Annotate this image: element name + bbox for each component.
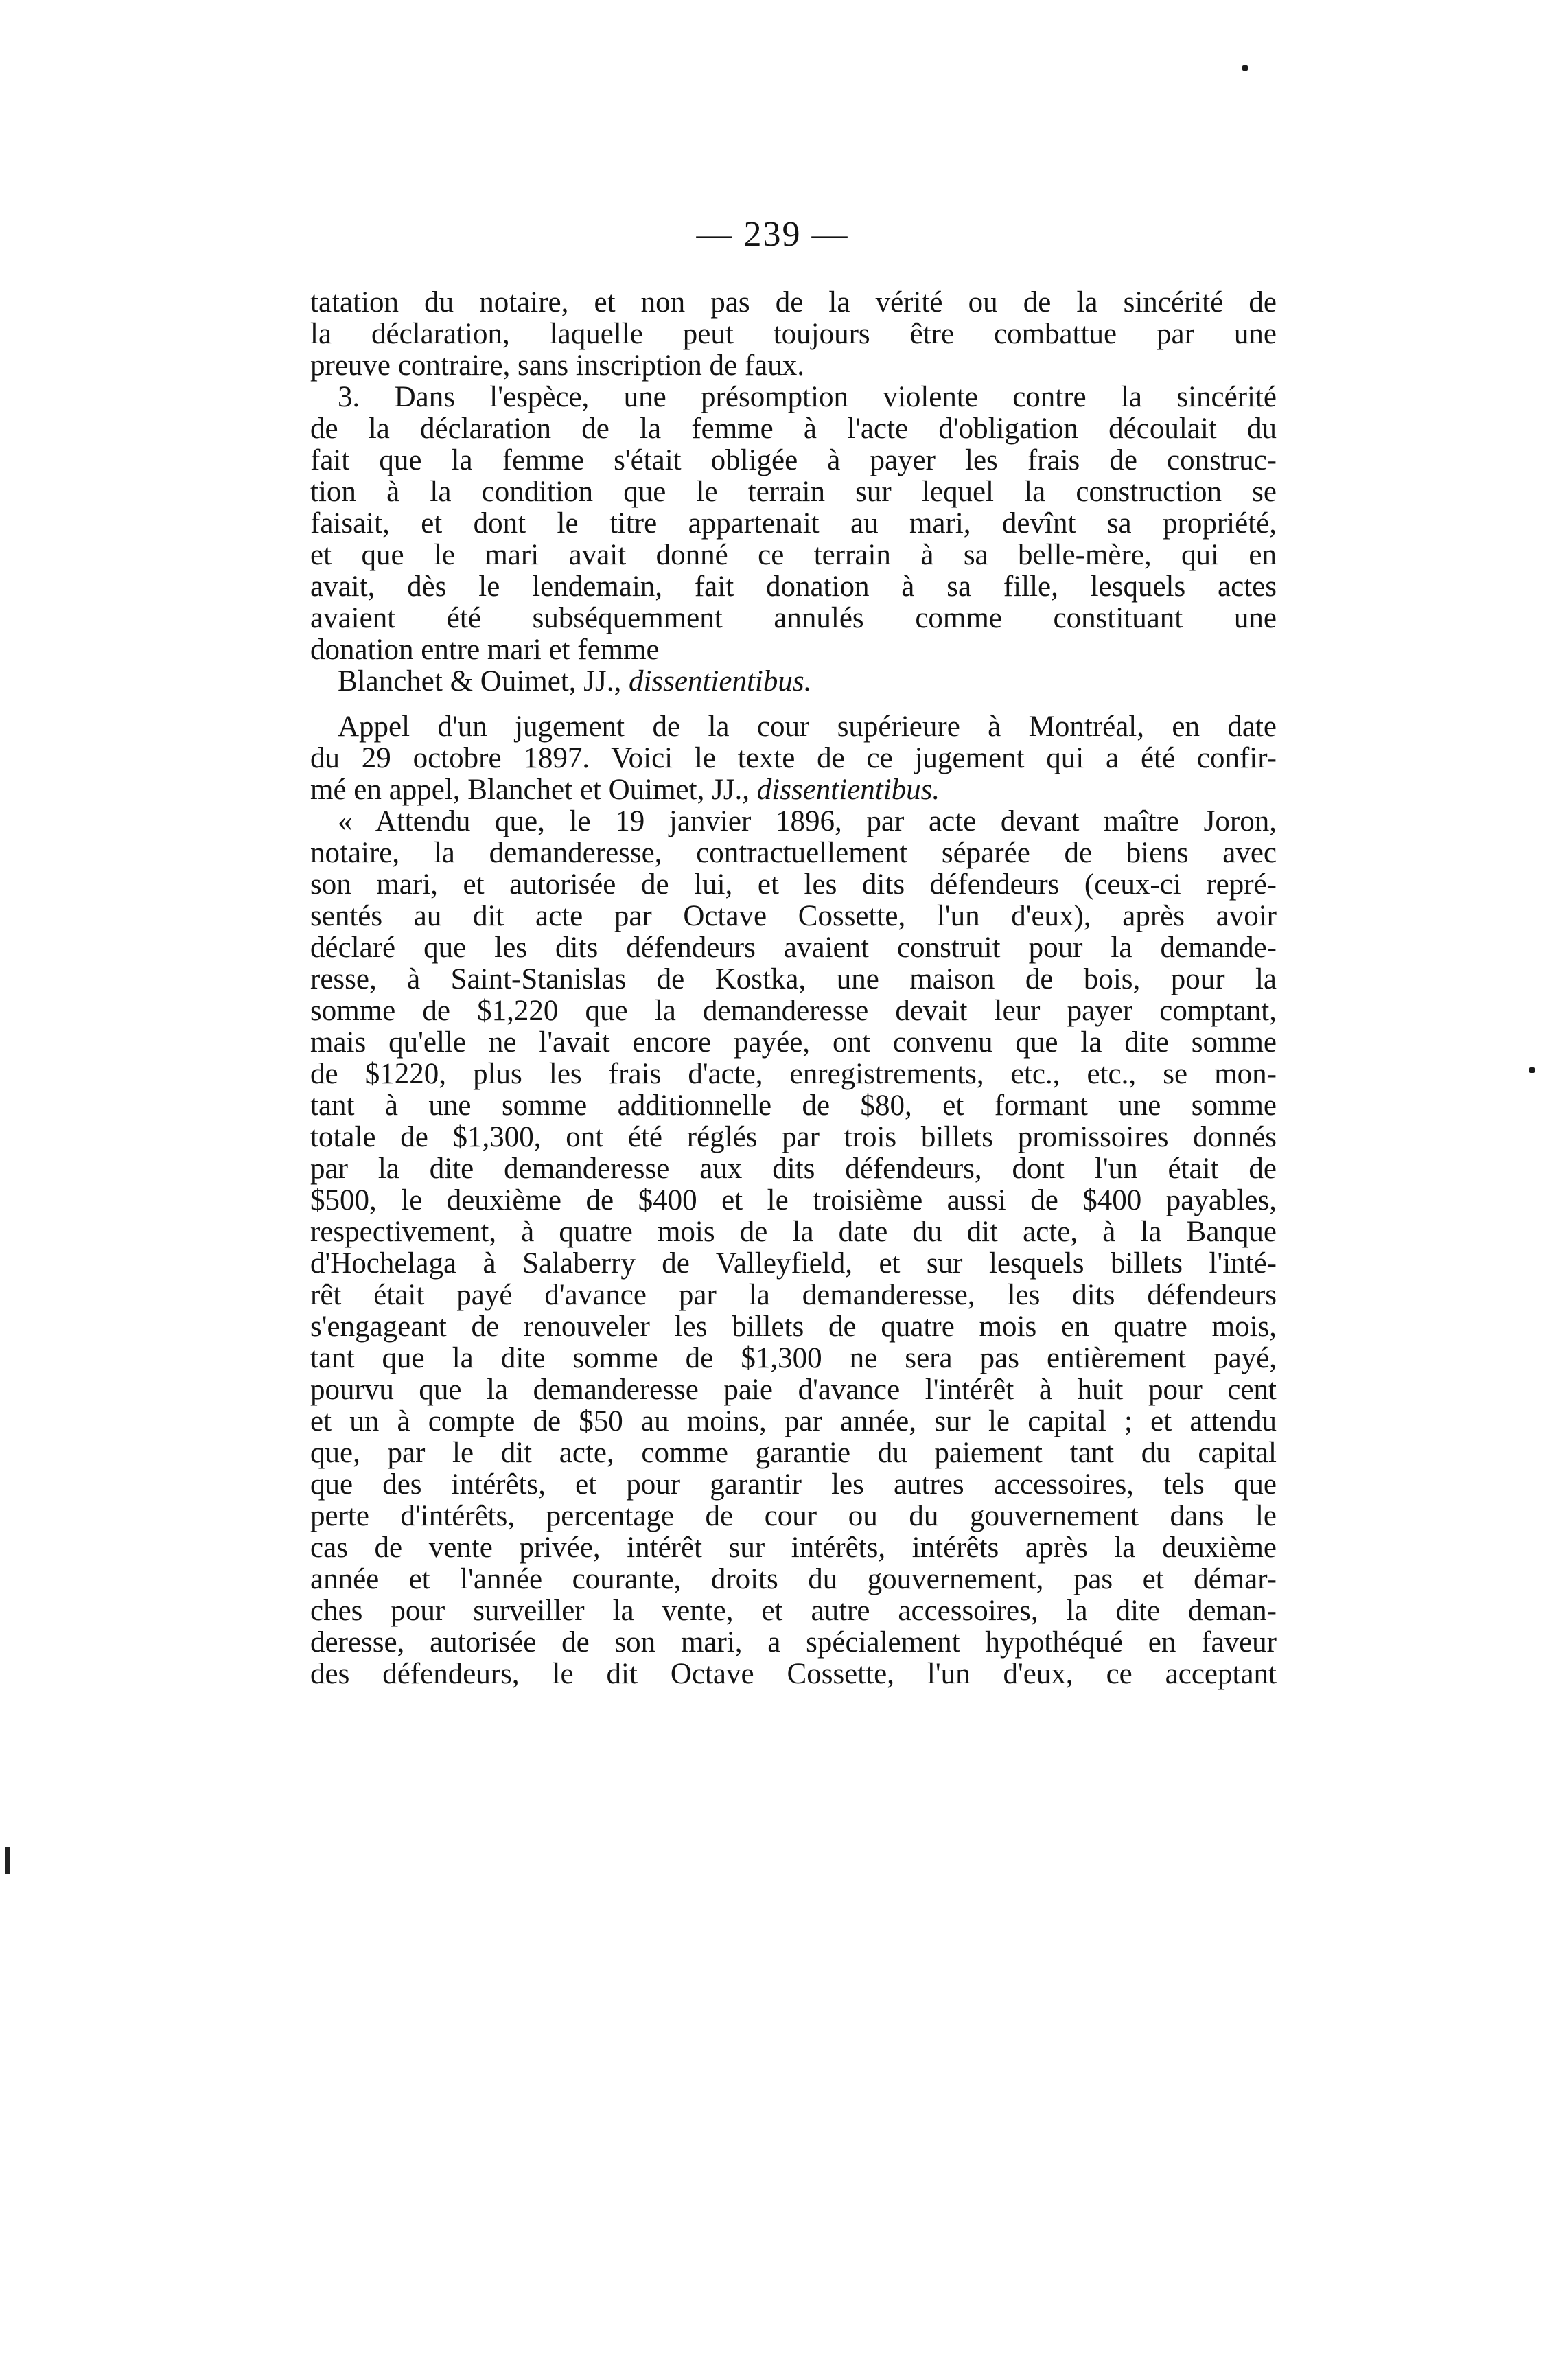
text-line: « Attendu que, le 19 janvier 1896, par acte devant maître Joron, [338, 806, 1277, 837]
text-line: rêt était payé d'avance par la demanderesse, les dits défendeurs [310, 1280, 1277, 1311]
text-line: deresse, autorisée de son mari, a spécialement hypothéqué en faveur [310, 1627, 1277, 1659]
text-line: que, par le dit acte, comme garantie du paiement tant du capital [310, 1437, 1277, 1469]
text-line: $500, le deuxième de $400 et le troisième aussi de $400 payables, [310, 1185, 1277, 1216]
text-line: notaire, la demanderesse, contractuellement séparée de biens avec [310, 837, 1277, 869]
text-line: son mari, et autorisée de lui, et les dits défendeurs (ceux-ci repré- [310, 869, 1277, 901]
text-line: de la déclaration de la femme à l'acte d'obligation découlait du [310, 413, 1277, 445]
text-line: déclaré que les dits défendeurs avaient construit pour la demande- [310, 932, 1277, 964]
text-line: preuve contraire, sans inscription de faux. [310, 350, 804, 382]
page-number: — 239 — [696, 215, 849, 254]
text-line: avaient été subséquemment annulés comme constituant une [310, 603, 1277, 634]
text-line: perte d'intérêts, percentage de cour ou du gouvernement dans le [310, 1501, 1277, 1532]
text-line: du 29 octobre 1897. Voici le texte de ce jugement qui a été confir- [310, 743, 1277, 774]
text-line: tant à une somme additionnelle de $80, et formant une somme [310, 1090, 1277, 1122]
text-line-roman: Blanchet & Ouimet, JJ., [338, 666, 629, 697]
text-line: faisait, et dont le titre appartenait au mari, devînt sa propriété, [310, 508, 1277, 540]
text-line: fait que la femme s'était obligée à payer les frais de construc- [310, 445, 1277, 476]
page-edge-mark [5, 1847, 10, 1874]
text-line: tion à la condition que le terrain sur lequel la construction se [310, 476, 1277, 508]
text-line: tant que la dite somme de $1,300 ne sera pas entièrement payé, [310, 1343, 1277, 1374]
text-line: et un à compte de $50 au moins, par année, sur le capital ; et attendu [310, 1406, 1277, 1437]
text-line-italic: dissentientibus. [628, 666, 812, 697]
text-line: 3. Dans l'espèce, une présomption violente contre la sincérité [338, 382, 1277, 413]
text-line [310, 666, 1277, 697]
text-line: des défendeurs, le dit Octave Cossette, l'un d'eux, ce acceptant [310, 1659, 1277, 1690]
text-line: d'Hochelaga à Salaberry de Valleyfield, et sur lesquels billets l'inté- [310, 1248, 1277, 1280]
text-line: cas de vente privée, intérêt sur intérêts, intérêts après la deuxième [310, 1532, 1277, 1564]
text-line: totale de $1,300, ont été réglés par trois billets promissoires donnés [310, 1122, 1277, 1153]
text-line: s'engageant de renouveler les billets de quatre mois en quatre mois, [310, 1311, 1277, 1343]
text-line: avait, dès le lendemain, fait donation à sa fille, lesquels actes [310, 571, 1277, 603]
text-line: respectivement, à quatre mois de la date du dit acte, à la Banque [310, 1216, 1277, 1248]
ink-speck-top [1242, 65, 1248, 71]
text-line: pourvu que la demanderesse paie d'avance l'intérêt à huit pour cent [310, 1374, 1277, 1406]
text-line-italic: dissentientibus. [756, 774, 940, 806]
text-line: donation entre mari et femme [310, 634, 660, 666]
ink-speck-right [1529, 1067, 1535, 1073]
text-line: de $1220, plus les frais d'acte, enregistrements, etc., etc., se mon- [310, 1059, 1277, 1090]
text-line: somme de $1,220 que la demanderesse devait leur payer comptant, [310, 995, 1277, 1027]
text-line: la déclaration, laquelle peut toujours être combattue par une [310, 319, 1277, 350]
text-line [310, 774, 1277, 806]
text-line: année et l'année courante, droits du gouvernement, pas et démar- [310, 1564, 1277, 1595]
text-line: sentés au dit acte par Octave Cossette, l'un d'eux), après avoir [310, 901, 1277, 932]
text-line: que des intérêts, et pour garantir les autres accessoires, tels que [310, 1469, 1277, 1501]
text-line: ches pour surveiller la vente, et autre accessoires, la dite deman- [310, 1595, 1277, 1627]
text-line: mais qu'elle ne l'avait encore payée, ont convenu que la dite somme [310, 1027, 1277, 1059]
body-text [310, 287, 1277, 1690]
text-line: tatation du notaire, et non pas de la vérité ou de la sincérité de [310, 287, 1277, 319]
text-line: Appel d'un jugement de la cour supérieure à Montréal, en date [338, 711, 1277, 743]
text-line-roman: mé en appel, Blanchet et Ouimet, JJ., [310, 774, 757, 806]
text-line: resse, à Saint-Stanislas de Kostka, une maison de bois, pour la [310, 964, 1277, 995]
text-line: par la dite demanderesse aux dits défendeurs, dont l'un était de [310, 1153, 1277, 1185]
text-line: et que le mari avait donné ce terrain à sa belle-mère, qui en [310, 540, 1277, 571]
